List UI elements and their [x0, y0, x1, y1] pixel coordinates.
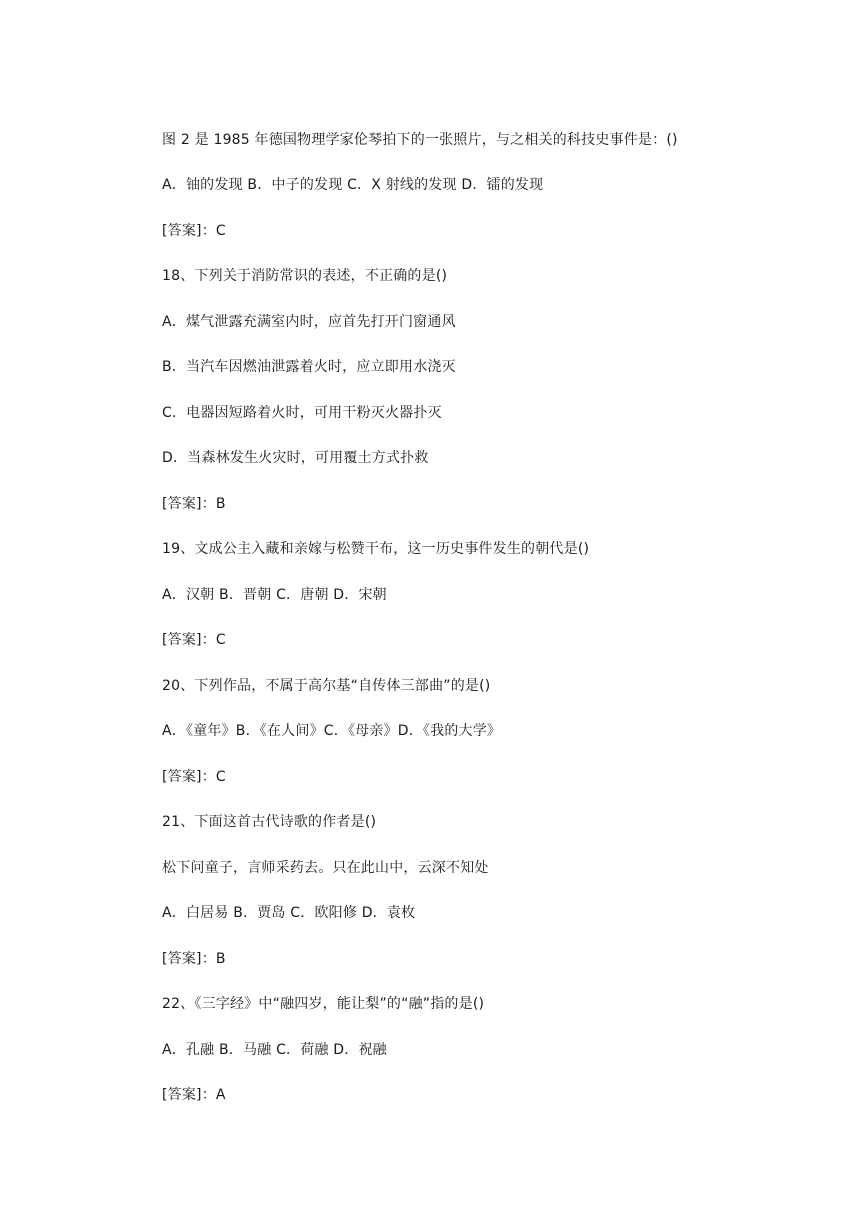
question-21-poem: 松下问童子，言师采药去。只在此山中，云深不知处 — [162, 860, 489, 876]
question-19-stem: 19、文成公主入藏和亲嫁与松赞干布，这一历史事件发生的朝代是() — [162, 541, 590, 557]
question-17-options: A．铀的发现 B．中子的发现 C．X 射线的发现 D．镭的发现 — [162, 177, 544, 193]
question-18-stem: 18、下列关于消防常识的表述，不正确的是() — [162, 268, 448, 284]
question-20-answer: [答案]：C — [162, 769, 226, 785]
question-18-option-c: C．电器因短路着火时，可用干粉灭火器扑灭 — [162, 405, 442, 421]
question-20-options: A．《童年》B．《在人间》C．《母亲》D．《我的大学》 — [162, 723, 502, 739]
question-18-option-b: B．当汽车因燃油泄露着火时，应立即用水浇灭 — [162, 359, 456, 375]
question-22-answer: [答案]：A — [162, 1087, 226, 1103]
question-20-stem: 20、下列作品，不属于高尔基“自传体三部曲”的是() — [162, 678, 491, 694]
question-18-answer: [答案]：B — [162, 496, 226, 512]
question-19-answer: [答案]：C — [162, 632, 226, 648]
question-17-stem: 图 2 是 1985 年德国物理学家伦琴拍下的一张照片，与之相关的科技史事件是：() — [162, 132, 678, 148]
question-21-answer: [答案]：B — [162, 951, 226, 967]
question-21-stem: 21、下面这首古代诗歌的作者是() — [162, 814, 377, 830]
question-21-options: A．白居易 B．贾岛 C．欧阳修 D．袁枚 — [162, 905, 416, 921]
question-18-option-a: A．煤气泄露充满室内时，应首先打开门窗通风 — [162, 314, 456, 330]
question-19-options: A．汉朝 B．晋朝 C．唐朝 D．宋朝 — [162, 587, 387, 603]
question-22-stem: 22、《三字经》中“融四岁，能让梨”的“融”指的是() — [162, 996, 485, 1012]
question-22-options: A．孔融 B．马融 C．荷融 D．祝融 — [162, 1042, 387, 1058]
question-18-option-d: D．当森林发生火灾时，可用覆土方式扑救 — [162, 450, 429, 466]
question-17-answer: [答案]：C — [162, 223, 226, 239]
